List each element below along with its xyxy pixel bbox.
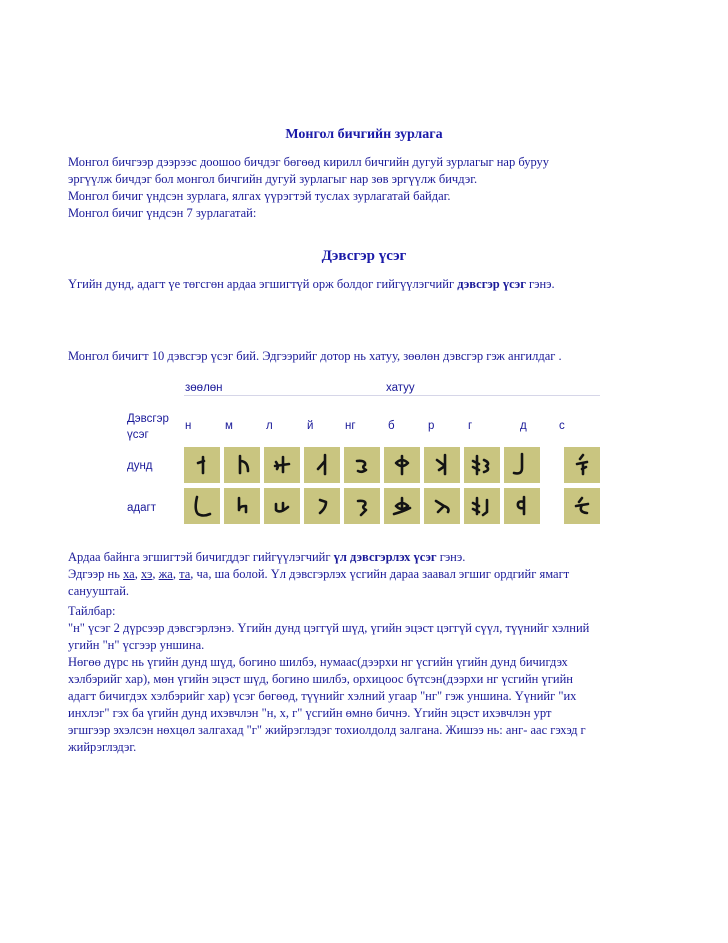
- glyph-r-middle: [424, 447, 460, 483]
- letter-label: б: [388, 420, 395, 432]
- letter-label: л: [266, 420, 273, 432]
- group-soft-header: зөөлөн: [185, 382, 223, 394]
- note-line: эгшгээр эхэлсэн нөхцөл залгахад "г" жийрэглэдэг тохиолдолд залгана. Жишээ нь: анг- аас гэхэд г: [68, 723, 586, 737]
- letter-link-xe[interactable]: хэ: [140, 567, 153, 581]
- note-line: инхлэг" гэх ба үгийн дунд ихэвчлэн "н, х, г" үсгийн өмнө бичнэ. Үгийн эцэст ихэвчлэн урт: [68, 706, 552, 720]
- glyph-n-middle: [184, 447, 220, 483]
- note-line: жийрэглэдэг.: [68, 740, 137, 754]
- adjoining-text: Ардаа байнга эгшигтэй бичигддэг гийгүүлэгчийг: [68, 550, 334, 564]
- glyph-s-middle: [564, 447, 600, 483]
- note-paragraph: [68, 603, 668, 756]
- adjoining-paragraph: [68, 549, 668, 600]
- glyph-s-final: [564, 488, 600, 524]
- glyph-g-middle: [464, 447, 500, 483]
- adjoining-line: [68, 549, 668, 566]
- note-line: хэлбэрийг хар), мөн үгийн эцэст шүд, богино шилбэ, орхицоос бүтсэн(дээрхи нг үсгийн үгийн: [68, 672, 573, 686]
- row-header-letters: [127, 411, 169, 443]
- intro-line: Монгол бичиг үндсэн 7 зурлагатай:: [68, 206, 257, 220]
- mongol-glyph-icon: [468, 451, 496, 479]
- adjoining-line: [68, 566, 668, 583]
- adjoining-line: санууштай.: [68, 584, 130, 598]
- letter-label: д: [520, 420, 527, 432]
- mongol-glyph-icon: [468, 492, 496, 520]
- glyph-d-middle: [504, 447, 540, 483]
- glyph-y-final: [304, 488, 340, 524]
- glyph-b-final: [384, 488, 420, 524]
- letter-link-xa[interactable]: ха: [123, 567, 135, 581]
- definition-term: дэвсгэр үсэг: [457, 277, 526, 291]
- row-label-final: адагт: [127, 502, 156, 514]
- definition-text: гэнэ.: [525, 277, 555, 291]
- page-title: Монгол бичгийн зурлага: [285, 127, 443, 142]
- note-line: Нөгөө дүрс нь үгийн дунд шүд, богино шилбэ, нумаас(дээрхи нг үсгийн үгийн дунд бичигдэх: [68, 655, 568, 669]
- mongol-glyph-icon: [308, 492, 336, 520]
- mongol-glyph-icon: [508, 451, 536, 479]
- adjoining-text: Эдгээр нь: [68, 567, 124, 581]
- mongol-glyph-icon: [228, 451, 256, 479]
- intro-paragraph: [68, 154, 668, 222]
- glyph-m-middle: [224, 447, 260, 483]
- letter-label: р: [428, 420, 435, 432]
- letter-label: нг: [345, 420, 356, 432]
- mongol-glyph-icon: [268, 492, 296, 520]
- mongol-glyph-icon: [348, 492, 376, 520]
- note-line: адагт бичигдэх хэлбэрийг хар) үсэг бөгөөд, түүнийг хэлний угаар "нг" гэж уншина. Үүнийг "их: [68, 689, 577, 703]
- classification-paragraph: Монгол бичигт 10 дэвсгэр үсэг бий. Эдгээрийг дотор нь хатуу, зөөлөн дэвсгэр гэж ангилдаг .: [68, 349, 562, 363]
- glyph-ng-final: [344, 488, 380, 524]
- note-line: угийн "н" үсгээр уншина.: [68, 638, 205, 652]
- adjoining-text: , ча, ша болой. Үл дэвсгэрлэх үсгийн дараа заавал эгшиг ордгийг ямагт: [190, 567, 570, 581]
- glyph-b-middle: [384, 447, 420, 483]
- letter-link-ta[interactable]: та: [179, 567, 191, 581]
- row-header-line: Дэвсгэр: [127, 413, 169, 425]
- letter-label: м: [225, 420, 233, 432]
- glyph-l-final: [264, 488, 300, 524]
- glyph-ng-middle: [344, 447, 380, 483]
- glyph-r-final: [424, 488, 460, 524]
- letter-link-zha[interactable]: жа: [158, 567, 173, 581]
- mongol-glyph-icon: [508, 492, 536, 520]
- mongol-glyph-icon: [308, 451, 336, 479]
- mongol-glyph-icon: [188, 492, 216, 520]
- mongol-glyph-icon: [388, 451, 416, 479]
- mongol-glyph-icon: [568, 451, 596, 479]
- glyph-l-middle: [264, 447, 300, 483]
- letter-label: г: [468, 420, 473, 432]
- mongol-glyph-icon: [568, 492, 596, 520]
- row-header-line: үсэг: [127, 429, 149, 441]
- separator: ,: [134, 567, 141, 581]
- glyph-y-middle: [304, 447, 340, 483]
- letter-label: н: [185, 420, 192, 432]
- row-label-middle: дунд: [127, 460, 153, 472]
- intro-line: эргүүлж бичдэг бол монгол бичгийн дугуй зурлагыг нар зөв эргүүлж бичдэг.: [68, 172, 478, 186]
- intro-line: Монгол бичгээр дээрээс доошоо бичдэг бөгөөд кирилл бичгийн дугуй зурлагыг нар буруу: [68, 155, 550, 169]
- note-line: "н" үсэг 2 дүрсээр дэвсгэрлэнэ. Үгийн дунд цэггүй шүд, үгийн эцэст цэггүй сүүл, түүнийг хэлний: [68, 621, 590, 635]
- note-label: Тайлбар:: [68, 604, 116, 618]
- separator: ,: [152, 567, 159, 581]
- glyph-g-final: [464, 488, 500, 524]
- mongol-glyph-icon: [428, 492, 456, 520]
- glyph-m-final: [224, 488, 260, 524]
- glyph-d-final: [504, 488, 540, 524]
- mongol-glyph-icon: [428, 451, 456, 479]
- adjoining-term: үл дэвсгэрлэх үсэг: [333, 550, 437, 564]
- section-title: Дэвсгэр үсэг: [321, 248, 407, 264]
- definition-text: Үгийн дунд, адагт үе төгсгөн ардаа эгшигтүй орж болдог гийгүүлэгчийг: [68, 277, 458, 291]
- separator: ,: [172, 567, 180, 581]
- intro-line: Монгол бичиг үндсэн зурлага, ялгах үүрэгтэй туслах зурлагатай байдаг.: [68, 189, 451, 203]
- glyph-n-final: [184, 488, 220, 524]
- mongol-glyph-icon: [228, 492, 256, 520]
- letter-label: й: [307, 420, 314, 432]
- header-divider: [184, 395, 600, 396]
- letter-label: с: [559, 420, 565, 432]
- adjoining-text: гэнэ.: [436, 550, 466, 564]
- mongol-glyph-icon: [188, 451, 216, 479]
- mongol-glyph-icon: [348, 451, 376, 479]
- group-hard-header: хатуу: [386, 382, 415, 394]
- mongol-glyph-icon: [268, 451, 296, 479]
- definition-paragraph: [68, 276, 668, 293]
- mongol-glyph-icon: [388, 492, 416, 520]
